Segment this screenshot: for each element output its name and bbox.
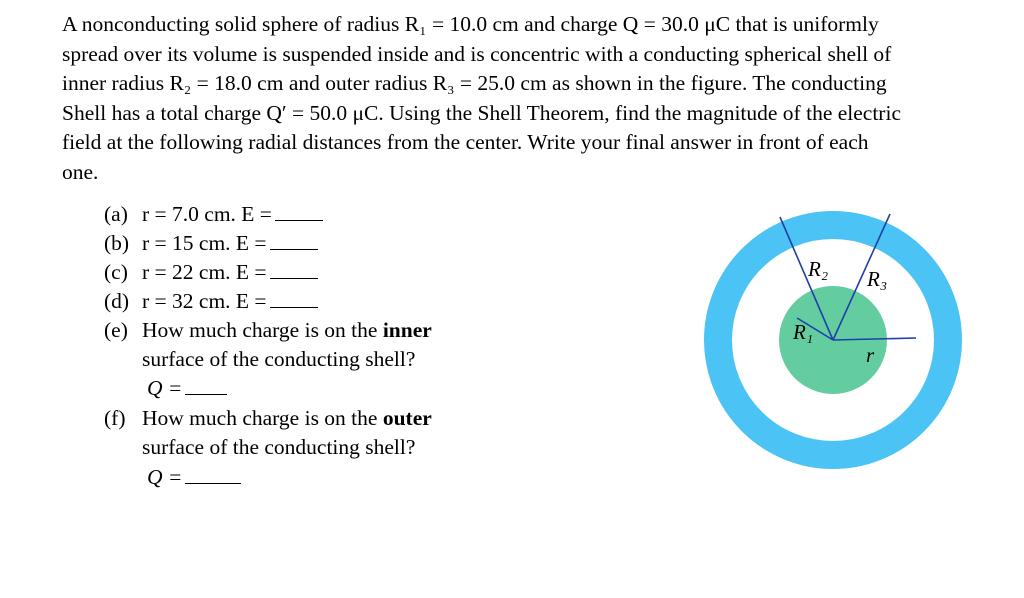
problem-line-4: Shell has a total charge Q′ = 50.0 μC. Using the Shell Theorem, find the magnitude of the electric <box>62 100 901 125</box>
question-b-text: r = 15 cm. E = <box>142 231 267 255</box>
question-e-label: (e) <box>104 318 128 342</box>
question-e-emphasis: inner <box>382 318 432 342</box>
question-e-text: How much charge is on the <box>142 318 383 342</box>
question-e-line2: surface of the conducting shell? <box>142 347 416 371</box>
question-f-answer-label: Q = <box>147 465 183 489</box>
label-r2: R₂ <box>808 257 829 281</box>
question-f-line2: surface of the conducting shell? <box>142 435 416 459</box>
problem-line-5: field at the following radial distances from the center. Write your final answer in front of each <box>62 130 869 154</box>
problem-line-2: spread over its volume is suspended inside and is concentric with a conducting spherical shell of <box>62 41 892 66</box>
label-r1: R₁ <box>793 320 814 344</box>
question-c-label: (c) <box>104 260 128 284</box>
question-d-text: r = 32 cm. E = <box>142 289 267 313</box>
label-r3: R₃ <box>867 267 888 291</box>
label-r: r <box>866 343 875 367</box>
question-a-label: (a) <box>104 202 128 226</box>
question-f-text: How much charge is on the <box>142 406 383 430</box>
question-a-text: r = 7.0 cm. E = <box>142 202 272 226</box>
problem-line-3: inner radius R₂ = 18.0 cm and outer radius R₃ = 25.0 cm as shown in the figure. The conducting <box>62 71 887 95</box>
problem-line-6: one. <box>62 159 99 184</box>
question-f-label: (f) <box>104 406 126 430</box>
question-f-emphasis: outer <box>382 406 432 430</box>
question-e-answer-label: Q = <box>147 376 183 400</box>
problem-line-1: A nonconducting solid sphere of radius R₁ = 10.0 cm and charge Q = 30.0 μC that is uniformly <box>62 12 879 36</box>
question-b-label: (b) <box>104 231 130 255</box>
question-c-text: r = 22 cm. E = <box>142 260 267 284</box>
question-d-label: (d) <box>104 289 130 313</box>
